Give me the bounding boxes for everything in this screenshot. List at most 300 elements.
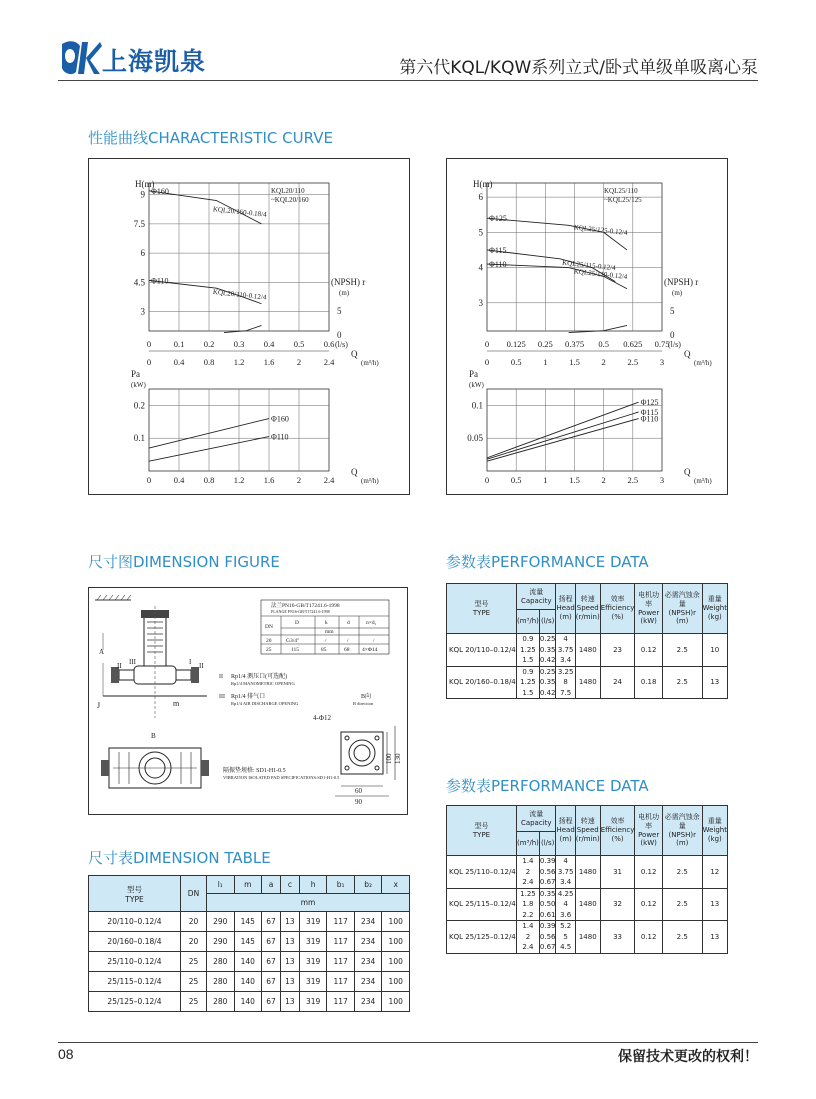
q-label: Q — [351, 467, 358, 477]
flow-ls-tick: 0.5 — [293, 339, 305, 349]
model-label: KQL20/110 — [271, 187, 305, 195]
header-line: 必需汽蚀余量 — [664, 591, 700, 608]
value-line: 4.5 — [560, 943, 572, 951]
header-line: Weight — [702, 604, 727, 613]
dimension-cell: 67 — [262, 952, 281, 972]
dimension-cell: 20 — [181, 912, 207, 932]
table-row — [89, 952, 410, 972]
flow-m3h-tick: 2.5 — [627, 357, 639, 367]
header-line: 重量 — [707, 595, 722, 604]
value-line: 3.25 — [557, 667, 574, 676]
header-line: 流量 — [529, 587, 544, 596]
value-line: 1.25 — [520, 889, 536, 898]
dimension-cell: 280 — [207, 992, 235, 1012]
power-axis-label: Pa — [131, 369, 140, 379]
header-line: (r/min) — [575, 612, 600, 621]
header-line: (m) — [676, 839, 689, 848]
model-cell: 20/160–0.18/4 — [89, 932, 181, 952]
dimension-cell: 319 — [299, 952, 327, 972]
flow-ls-tick: 0 — [146, 339, 152, 349]
flow-m3h-unit: (m³/h) — [694, 477, 712, 485]
dim-letter-b: B — [151, 732, 156, 740]
head-tick-label: 3 — [140, 306, 145, 317]
flow-ls-tick: 0.4 — [263, 339, 275, 349]
dimension-cell: 13 — [280, 912, 299, 932]
flange-unit: mm — [325, 629, 334, 635]
power-header — [635, 806, 662, 856]
flow-m3h-unit: (m³/h) — [361, 359, 379, 367]
header-divider — [58, 80, 758, 81]
dimension-cell: 13 — [280, 932, 299, 952]
value-line: 4 — [563, 900, 568, 908]
power-curve — [487, 412, 639, 459]
head-cell — [556, 634, 575, 667]
type-header — [447, 584, 517, 634]
head-tick-label: 9 — [140, 189, 145, 200]
flange-cell: 25 — [266, 647, 272, 653]
header-line: Head — [556, 604, 575, 613]
head-cell — [556, 921, 575, 954]
value-line: 2 — [525, 867, 531, 876]
roman-label-ii: II — [117, 662, 122, 670]
weight-cell: 13 — [702, 666, 727, 699]
flange-cell: 4×Φ14 — [362, 647, 378, 653]
value-line: 0.67 — [539, 943, 556, 951]
head-cell — [556, 666, 575, 699]
curve-label: KQL25/110-0.12/4 — [573, 267, 628, 281]
flow-m3h-tick: 3 — [659, 357, 665, 367]
header-line: (NPSH)r — [668, 830, 696, 839]
performance-table-1 — [446, 583, 728, 699]
power-tick-label: 0.1 — [133, 433, 145, 444]
table-row — [447, 634, 728, 667]
header-line: 扬程 — [558, 595, 573, 604]
flow-ls-tick: 0.6 — [323, 339, 335, 349]
power-tick-label: 0.2 — [133, 400, 145, 411]
flow-ls-tick: 0.375 — [564, 339, 585, 349]
flow-m3h-tick: 0.5 — [510, 357, 522, 367]
npsh-cell: 2.5 — [662, 856, 702, 889]
model-cell: 25/115–0.12/4 — [89, 972, 181, 992]
value-line: 0.25 — [539, 667, 556, 676]
c-header: c — [280, 876, 299, 894]
model-cell: KQL 20/160–0.18/4 — [447, 666, 517, 699]
flange-cell: 20 — [266, 638, 272, 644]
value-line: 2 — [525, 932, 531, 941]
header-line: TYPE — [472, 608, 491, 617]
header-line: Head — [556, 826, 575, 835]
flange-header-nxd1: n×d₁ — [366, 620, 377, 626]
document-title: 第六代KQL/KQW系列立式/卧式单级单吸离心泵 — [399, 58, 758, 78]
curve-label: KQL20/160-0.18/4 — [212, 205, 267, 219]
model-label: ~KQL20/160 — [271, 196, 309, 204]
flow-m3h-tick: 2.4 — [323, 357, 335, 367]
eff-cell: 32 — [600, 888, 635, 921]
logo-text: 上海凯泉 — [102, 47, 207, 76]
type-header-cn: 型号 — [127, 884, 142, 894]
value-line: 0.25 — [539, 635, 556, 643]
header-line: (kW) — [640, 839, 657, 848]
model-cell: KQL 20/110–0.12/4 — [447, 634, 517, 667]
dimension-drawing — [89, 588, 407, 814]
value-line: 0.61 — [539, 910, 556, 919]
flange-header-d: D — [295, 620, 299, 626]
flange-cell: / — [347, 638, 349, 644]
dimension-figure — [88, 587, 408, 815]
value-line: 4 — [563, 635, 568, 643]
dim-60: 60 — [355, 787, 362, 795]
flange-table-subtitle: FLANGE PN16-GB/T17241.6-1998 — [271, 609, 330, 614]
value-line: 5 — [563, 932, 568, 941]
dimension-cell: 20 — [181, 932, 207, 952]
value-line: 1.4 — [522, 857, 534, 865]
flange-table-title: 法兰PN16-GB/T17241.6-1998 — [271, 603, 340, 609]
capacity-m3h-header: (m³/h) — [517, 832, 540, 856]
npsh-header — [662, 806, 702, 856]
roman-label-ii-right: II — [199, 662, 204, 670]
b2-header: b₂ — [354, 876, 382, 894]
m-header: m — [234, 876, 262, 894]
q-label: Q — [684, 467, 691, 477]
model-label: KQL25/110 — [604, 187, 638, 195]
power-curve — [487, 419, 639, 462]
value-line: 4.25 — [557, 889, 574, 898]
curve-label: KQL25/125-0.12/4 — [573, 223, 628, 237]
speed-cell: 1480 — [575, 634, 600, 667]
curve-label: KQL25/115-0.12/4 — [561, 258, 616, 273]
npsh-cell: 2.5 — [662, 634, 702, 667]
performance-table-2 — [446, 805, 728, 954]
header-line: Power — [638, 608, 660, 617]
npsh-header — [662, 584, 702, 634]
model-cell: KQL 25/125–0.12/4 — [447, 921, 517, 954]
dimension-cell: 140 — [234, 952, 262, 972]
dimension-cell: 25 — [181, 952, 207, 972]
characteristic-chart-kql20 — [88, 158, 410, 495]
pad-spec-en: VIBRATION ISOLATED PAD SPECIFICATIONS:SD1-H1-0.5 — [223, 775, 340, 780]
header-line: (%) — [611, 834, 624, 843]
weight-header — [702, 584, 727, 634]
speed-cell: 1480 — [575, 888, 600, 921]
dim-130: 130 — [394, 753, 402, 764]
power-header — [635, 584, 662, 634]
pad-spec-cn: 隔振垫规格: SD1-H1-0.5 — [223, 768, 286, 774]
npsh-tick-label: 5 — [337, 306, 342, 316]
eff-cell: 23 — [600, 634, 635, 667]
flow-m3h-tick: 1.6 — [263, 475, 275, 485]
value-line: 0.67 — [539, 878, 556, 886]
value-line: 0.35 — [539, 645, 556, 654]
dimension-cell: 290 — [207, 932, 235, 952]
flow-ls-tick: 0.75 — [654, 339, 670, 349]
head-tick-label: 3 — [478, 297, 483, 308]
dn-header: DN — [181, 876, 207, 912]
dimension-cell: 100 — [382, 972, 410, 992]
value-line: 0.9 — [522, 635, 534, 643]
capacity-m3h-header: (m³/h) — [517, 610, 540, 634]
header-line: 电机功率 — [638, 813, 660, 830]
header-line: Efficiency — [600, 604, 635, 613]
flow-m3h-unit: (m³/h) — [361, 477, 379, 485]
npsh-axis-label: (NPSH) r — [664, 277, 699, 287]
dimension-cell: 117 — [327, 932, 355, 952]
flange-cell: 68 — [344, 647, 350, 653]
dimension-cell: 290 — [207, 912, 235, 932]
header-line: (%) — [611, 612, 624, 621]
view-b-en: B direction — [353, 701, 374, 706]
power-cell: 0.12 — [635, 921, 662, 954]
flow-m3h-tick: 3 — [659, 475, 665, 485]
flange-header-k: k — [325, 620, 328, 626]
value-line: 0.9 — [522, 667, 534, 676]
head-header — [556, 584, 575, 634]
page-number: 08 — [58, 1046, 74, 1062]
value-line: 1.25 — [520, 678, 536, 686]
type-header — [447, 806, 517, 856]
curve-label: KQL20/110-0.12/4 — [212, 287, 267, 302]
flow-m3h-tick: 1.2 — [233, 357, 245, 367]
header-line: (r/min) — [575, 834, 600, 843]
model-cell: 25/125–0.12/4 — [89, 992, 181, 1012]
power-curve-label: Φ110 — [271, 432, 289, 442]
npsh-cell: 2.5 — [662, 888, 702, 921]
header-line: (m) — [676, 617, 689, 626]
flow-ls-tick: 0.125 — [506, 339, 526, 349]
dimension-cell: 13 — [280, 952, 299, 972]
dimension-figure-title: 尺寸图DIMENSION FIGURE — [88, 553, 280, 571]
dimension-cell: 280 — [207, 972, 235, 992]
head-header — [556, 806, 575, 856]
npsh-axis-unit: (m) — [339, 289, 350, 297]
dimension-cell: 319 — [299, 972, 327, 992]
table-row — [447, 888, 728, 921]
dimension-cell: 145 — [234, 932, 262, 952]
power-axis-unit: (kW) — [131, 381, 146, 389]
value-line: 3.4 — [560, 878, 572, 886]
dimension-cell: 67 — [262, 972, 281, 992]
efficiency-header — [600, 584, 635, 634]
power-tick-label: 0.05 — [467, 433, 483, 444]
flow-m3h-tick: 1 — [543, 357, 548, 367]
value-line: 8 — [563, 678, 568, 686]
b1-header: b₁ — [327, 876, 355, 894]
power-curve-label: Φ115 — [640, 407, 659, 417]
model-cell: 25/110–0.12/4 — [89, 952, 181, 972]
value-line: 0.50 — [539, 900, 556, 908]
header-line: 流量 — [529, 809, 544, 818]
value-line: 3.75 — [557, 645, 574, 654]
q_ls-cell — [539, 888, 556, 921]
power-curve-label: Φ125 — [640, 398, 659, 408]
dimension-cell: 13 — [280, 972, 299, 992]
dimension-cell: 117 — [327, 912, 355, 932]
note-manometric-cn: Rp1/4 测压口(可选配) — [231, 674, 288, 680]
note-iii-label: III — [219, 694, 225, 700]
power-axis-label: Pa — [469, 369, 478, 379]
header-line: (NPSH)r — [668, 608, 696, 617]
header-line: Capacity — [520, 596, 552, 605]
dimension-cell: 117 — [327, 992, 355, 1012]
flow-m3h-tick: 1.6 — [263, 357, 275, 367]
model-cell: 20/110–0.12/4 — [89, 912, 181, 932]
value-line: 1.5 — [522, 688, 534, 697]
flow-ls-unit: (l/s) — [668, 340, 681, 349]
dimension-table-title: 尺寸表DIMENSION TABLE — [88, 849, 271, 867]
head-tick-label: 4.5 — [133, 277, 145, 288]
header-line: Power — [638, 830, 660, 839]
power-cell: 0.18 — [635, 666, 662, 699]
value-line: 2.4 — [522, 878, 534, 886]
flow-m3h-tick: 0.4 — [173, 357, 185, 367]
impeller-label: Φ125 — [489, 214, 507, 224]
npsh-tick-label: 5 — [670, 306, 675, 316]
flow-ls-tick: 0 — [484, 339, 490, 349]
dimension-cell: 234 — [354, 952, 382, 972]
table-row — [89, 972, 410, 992]
dimension-cell: 145 — [234, 912, 262, 932]
header-line: (m) — [559, 612, 572, 621]
impeller-label: Φ110 — [151, 276, 169, 286]
eff-cell: 31 — [600, 856, 635, 889]
flow-ls-tick: 0.1 — [173, 339, 185, 349]
q-label: Q — [351, 349, 358, 359]
flange-cell: 115 — [291, 647, 300, 653]
q-label: Q — [684, 349, 691, 359]
note-air-en: Rp1/4 AIR DISCHARGE OPENING — [231, 701, 299, 706]
flow-ls-tick: 0.5 — [598, 339, 609, 349]
characteristic-chart-kql25 — [446, 158, 728, 495]
header-row — [447, 806, 728, 832]
footer-divider — [58, 1042, 758, 1043]
header-line: 转速 — [580, 595, 595, 604]
eff-cell: 33 — [600, 921, 635, 954]
l1-header: l₁ — [207, 876, 235, 894]
npsh-tick-label: 0 — [337, 330, 342, 340]
dimension-cell: 319 — [299, 992, 327, 1012]
value-line: 0.39 — [539, 857, 556, 865]
q_ls-cell — [539, 634, 556, 667]
eff-cell: 24 — [600, 666, 635, 699]
flange-header-dn: DN — [265, 624, 273, 630]
flow-m3h-tick: 1.5 — [569, 357, 580, 367]
capacity-ls-header: (l/s) — [539, 610, 556, 634]
flow-m3h-tick: 1.5 — [569, 475, 580, 485]
weight-header — [702, 806, 727, 856]
dimension-cell: 140 — [234, 972, 262, 992]
speed-header — [575, 584, 600, 634]
head-tick-label: 6 — [478, 192, 483, 203]
value-line: 1.25 — [520, 645, 536, 654]
header-line: 效率 — [610, 595, 625, 604]
power-curve-label: Φ160 — [271, 414, 289, 424]
dimension-cell: 117 — [327, 952, 355, 972]
dimension-cell: 234 — [354, 972, 382, 992]
power-curve — [487, 402, 639, 458]
speed-cell: 1480 — [575, 856, 600, 889]
header-line: 型号 — [474, 821, 489, 830]
value-line: 0.35 — [539, 678, 556, 686]
holes-label: 4-Φ12 — [313, 714, 331, 722]
table-row — [447, 856, 728, 889]
speed-cell: 1480 — [575, 666, 600, 699]
q_m3h-cell — [517, 666, 540, 699]
q_ls-cell — [539, 921, 556, 954]
flow-m3h-tick: 2 — [601, 357, 606, 367]
note-ii-label: II — [219, 674, 223, 680]
flange-cell: / — [325, 638, 327, 644]
dimension-cell: 100 — [382, 932, 410, 952]
head-cell — [556, 888, 575, 921]
model-cell: KQL 25/115–0.12/4 — [447, 888, 517, 921]
value-line: 0.35 — [539, 889, 556, 898]
value-line: 1.4 — [522, 922, 534, 930]
flow-ls-tick: 0.625 — [623, 339, 643, 349]
flow-m3h-tick: 0 — [484, 357, 490, 367]
x-header: x — [382, 876, 410, 894]
dim-letter-a: A — [99, 648, 105, 656]
header-line: Speed — [576, 604, 599, 613]
impeller-label: Φ115 — [489, 245, 507, 255]
model-cell: KQL 25/110–0.12/4 — [447, 856, 517, 889]
flow-ls-tick: 0.25 — [537, 339, 553, 349]
roman-label-i: I — [189, 658, 192, 666]
header-line: 电机功率 — [638, 591, 660, 608]
flow-m3h-tick: 1 — [543, 475, 548, 485]
q_m3h-cell — [517, 634, 540, 667]
impeller-label: Φ160 — [151, 186, 169, 196]
header-line: (kg) — [707, 612, 722, 621]
npsh-axis-unit: (m) — [672, 289, 683, 297]
flow-m3h-unit: (m³/h) — [694, 359, 712, 367]
dimension-cell: 67 — [262, 992, 281, 1012]
npsh-cell: 2.5 — [662, 921, 702, 954]
dimension-cell: 319 — [299, 932, 327, 952]
dimension-table — [88, 875, 410, 1012]
dimension-cell: 100 — [382, 952, 410, 972]
performance-data-title-2: 参数表PERFORMANCE DATA — [446, 777, 649, 795]
header-line: 重量 — [707, 817, 722, 826]
value-line: 3.6 — [560, 910, 572, 919]
head-tick-label: 7.5 — [133, 218, 145, 229]
flow-m3h-tick: 0.8 — [203, 357, 215, 367]
speed-header — [575, 806, 600, 856]
head-cell — [556, 856, 575, 889]
head-tick-label: 5 — [478, 227, 483, 238]
power-axis-unit: (kW) — [469, 381, 484, 389]
type-header-en: TYPE — [125, 894, 144, 904]
power-cell: 0.12 — [635, 888, 662, 921]
dimension-cell: 280 — [207, 952, 235, 972]
dimension-cell: 234 — [354, 992, 382, 1012]
flow-m3h-tick: 2 — [601, 475, 606, 485]
weight-cell: 12 — [702, 856, 727, 889]
value-line: 3.4 — [560, 656, 572, 664]
flange-cell: 85 — [321, 647, 327, 653]
table-row — [89, 932, 410, 952]
header-line: 扬程 — [558, 817, 573, 826]
npsh-axis-label: (NPSH) r — [331, 277, 366, 287]
flow-ls-tick: 0.3 — [233, 339, 245, 349]
characteristic-chart-svg — [89, 159, 409, 494]
company-logo — [58, 38, 228, 80]
flow-m3h-tick: 2 — [296, 475, 302, 485]
value-line: 1.5 — [522, 656, 534, 664]
value-line: 0.56 — [539, 867, 556, 876]
capacity-ls-header: (l/s) — [539, 832, 556, 856]
h-header: h — [299, 876, 327, 894]
dim-letter-j: J — [97, 701, 101, 710]
npsh-cell: 2.5 — [662, 666, 702, 699]
